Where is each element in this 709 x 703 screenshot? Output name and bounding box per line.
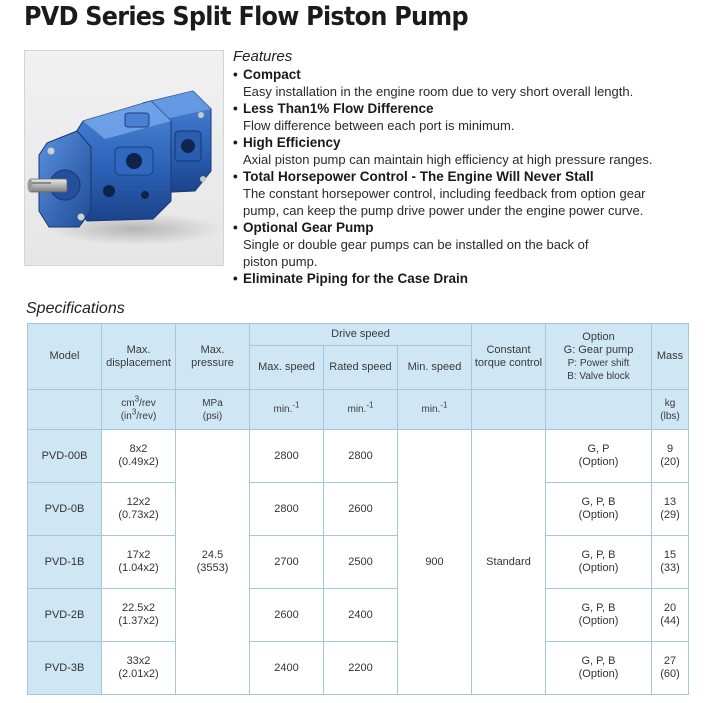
- header-model: Model: [28, 324, 102, 390]
- unit-max-speed: min.$^{-1}$: [250, 390, 324, 430]
- pump-photo: [24, 50, 224, 266]
- features-section: [233, 48, 703, 287]
- cell-option: G, P, B (Option): [546, 589, 652, 642]
- feature-title-text: Total Horsepower Control - The Engine Will Never Stall: [243, 169, 594, 184]
- table-row: [28, 589, 689, 642]
- unit-displacement: $cm^3$/rev $(in^3/rev)$: [102, 390, 176, 430]
- cell-mass: 20 (44): [652, 589, 689, 642]
- cell-model: PVD-2B: [28, 589, 102, 642]
- feature-title-text: Optional Gear Pump: [243, 220, 374, 235]
- cell-displacement: 22.5x2 (1.37x2): [102, 589, 176, 642]
- cell-torque-control: Standard: [472, 430, 546, 695]
- feature-title: [233, 134, 703, 151]
- cell-mass: 15 (33): [652, 536, 689, 589]
- cell-mass: 13 (29): [652, 483, 689, 536]
- cell-model: PVD-1B: [28, 536, 102, 589]
- bullet-icon: •: [233, 67, 238, 82]
- bullet-icon: •: [233, 271, 238, 286]
- cell-mass: 9 (20): [652, 430, 689, 483]
- cell-max-speed: 2600: [250, 589, 324, 642]
- feature-title: [233, 219, 703, 236]
- feature-description: Easy installation in the engine room due to very short overall length.: [243, 84, 634, 99]
- cell-rated-speed: 2800: [324, 430, 398, 483]
- cell-displacement: 33x2 (2.01x2): [102, 642, 176, 695]
- cell-min-speed: 900: [398, 430, 472, 695]
- header-mass: Mass: [652, 324, 689, 390]
- table-row: [28, 642, 689, 695]
- feature-title-text: Eliminate Piping for the Case Drain: [243, 271, 469, 286]
- unit-rated-speed: min.$^{-1}$: [324, 390, 398, 430]
- header-option: [546, 324, 652, 390]
- cell-model: PVD-3B: [28, 642, 102, 695]
- page-title: PVD Series Split Flow Piston Pump: [24, 2, 468, 32]
- header-min-speed: Min. speed: [398, 346, 472, 390]
- header-max-speed: Max. speed: [250, 346, 324, 390]
- feature-title-text: High Efficiency: [243, 135, 341, 150]
- feature-title: [233, 270, 703, 287]
- bullet-icon: •: [233, 101, 238, 116]
- cell-option: G, P, B (Option): [546, 642, 652, 695]
- feature-description: Axial piston pump can maintain high efficiency at high pressure ranges.: [243, 152, 653, 167]
- bullet-icon: •: [233, 169, 238, 184]
- unit-model: [28, 390, 102, 430]
- cell-option: G, P, B (Option): [546, 536, 652, 589]
- cell-rated-speed: 2200: [324, 642, 398, 695]
- piston-pump-illustration: [25, 51, 224, 266]
- option-title: Option: [582, 330, 615, 343]
- option-legend-p: P: Power shift: [567, 357, 630, 369]
- table-row: [28, 430, 689, 483]
- feature-title: [233, 66, 703, 83]
- cell-rated-speed: 2400: [324, 589, 398, 642]
- specifications-table: [27, 323, 689, 695]
- unit-mass: kg (lbs): [652, 390, 689, 430]
- specifications-heading: Specifications: [26, 300, 125, 317]
- cell-rated-speed: 2600: [324, 483, 398, 536]
- feature-title-text: Less Than1% Flow Difference: [243, 101, 434, 116]
- cell-model: PVD-0B: [28, 483, 102, 536]
- feature-title-text: Compact: [243, 67, 301, 82]
- cell-max-speed: 2800: [250, 430, 324, 483]
- bullet-icon: •: [233, 135, 238, 150]
- feature-description: Flow difference between each port is minimum.: [243, 118, 515, 133]
- cell-displacement: 8x2 (0.49x2): [102, 430, 176, 483]
- unit-pressure: MPa (psi): [176, 390, 250, 430]
- feature-description-line: Single or double gear pumps can be installed on the back of: [243, 237, 589, 252]
- option-legend-b: B: Valve block: [567, 370, 630, 382]
- cell-model: PVD-00B: [28, 430, 102, 483]
- header-torque-control: Constant torque control: [472, 324, 546, 390]
- cell-mass: 27 (60): [652, 642, 689, 695]
- option-legend-g: G: Gear pump: [563, 343, 634, 356]
- cell-option: G, P (Option): [546, 430, 652, 483]
- cell-max-speed: 2400: [250, 642, 324, 695]
- feature-description-line: The constant horsepower control, including feedback from option gear: [243, 186, 646, 201]
- table-row: [28, 483, 689, 536]
- feature-description-line: pump, can keep the pump drive power under the engine power curve.: [243, 203, 644, 218]
- feature-title: [233, 168, 703, 185]
- feature-description-line: piston pump.: [243, 254, 318, 269]
- unit-min-speed: min.$^{-1}$: [398, 390, 472, 430]
- bullet-icon: •: [233, 220, 238, 235]
- header-displacement: Max. displacement: [102, 324, 176, 390]
- cell-max-speed: 2800: [250, 483, 324, 536]
- cell-displacement: 12x2 (0.73x2): [102, 483, 176, 536]
- features-heading: Features: [233, 48, 293, 65]
- unit-option: [546, 390, 652, 430]
- cell-max-speed: 2700: [250, 536, 324, 589]
- cell-rated-speed: 2500: [324, 536, 398, 589]
- header-rated-speed: Rated speed: [324, 346, 398, 390]
- header-drive-speed: Drive speed: [250, 324, 472, 346]
- cell-displacement: 17x2 (1.04x2): [102, 536, 176, 589]
- header-pressure: Max. pressure: [176, 324, 250, 390]
- feature-title: [233, 100, 703, 117]
- unit-torque: [472, 390, 546, 430]
- cell-option: G, P, B (Option): [546, 483, 652, 536]
- cell-max-pressure: 24.5 (3553): [176, 430, 250, 695]
- table-row: [28, 536, 689, 589]
